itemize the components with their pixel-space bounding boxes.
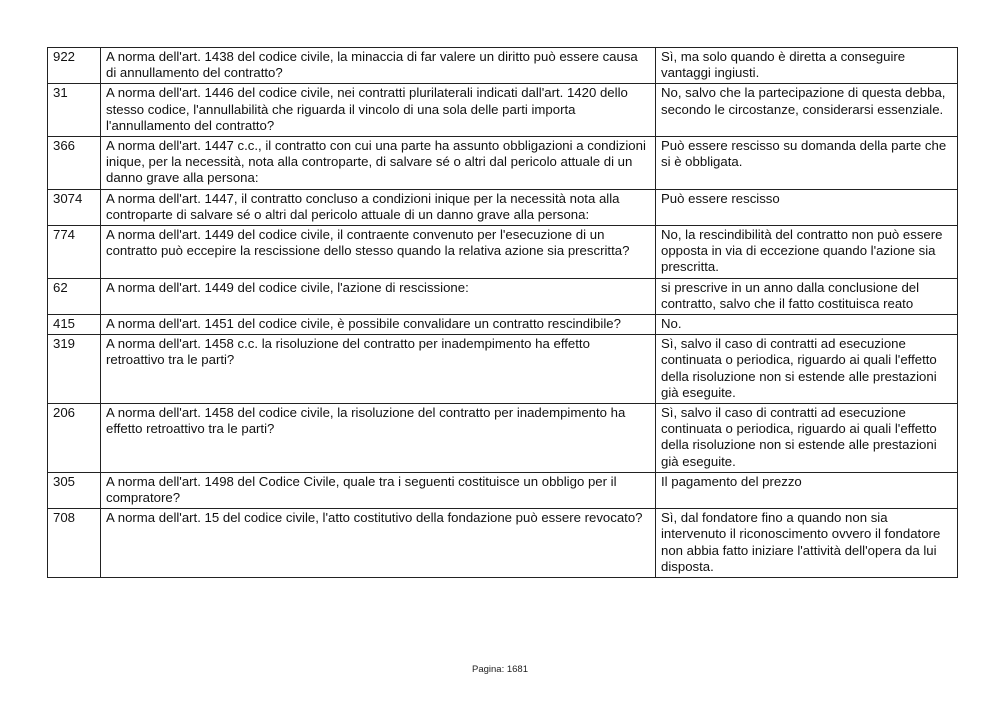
question-cell: A norma dell'art. 1447 c.c., il contratto con cui una parte ha assunto obbligazioni a condizioni inique, per la necessità, nota alla controparte, di salvare sé o altri dal pericolo attuale di un danno grave alla persona:: [101, 137, 656, 190]
question-id-cell: 774: [48, 226, 101, 279]
table-row: [48, 472, 958, 508]
question-cell: A norma dell'art. 15 del codice civile, l'atto costitutivo della fondazione può essere revocato?: [101, 509, 656, 578]
table-row: [48, 137, 958, 190]
table-row: [48, 404, 958, 473]
question-id-cell: 62: [48, 278, 101, 314]
answer-cell: No, salvo che la partecipazione di questa debba, secondo le circostanze, considerarsi essenziale.: [656, 84, 958, 137]
answer-cell: Sì, ma solo quando è diretta a conseguire vantaggi ingiusti.: [656, 48, 958, 84]
question-id-cell: 305: [48, 472, 101, 508]
question-id-cell: 206: [48, 404, 101, 473]
page-number: Pagina: 1681: [472, 664, 528, 675]
question-cell: A norma dell'art. 1447, il contratto concluso a condizioni inique per la necessità nota alla controparte di salvare sé o altri dal pericolo attuale di un danno grave alla persona:: [101, 189, 656, 225]
question-id-cell: 922: [48, 48, 101, 84]
question-id-cell: 319: [48, 335, 101, 404]
table-row: [48, 278, 958, 314]
table-row: [48, 48, 958, 84]
question-cell: A norma dell'art. 1449 del codice civile, l'azione di rescissione:: [101, 278, 656, 314]
question-id-cell: 31: [48, 84, 101, 137]
question-cell: A norma dell'art. 1451 del codice civile, è possibile convalidare un contratto rescindibile?: [101, 315, 656, 335]
table-row: [48, 335, 958, 404]
answer-cell: Sì, dal fondatore fino a quando non sia intervenuto il riconoscimento ovvero il fondatore non abbia fatto iniziare l'attività dell'opera da lui disposta.: [656, 509, 958, 578]
table-row: [48, 189, 958, 225]
question-cell: A norma dell'art. 1438 del codice civile, la minaccia di far valere un diritto può essere causa di annullamento del contratto?: [101, 48, 656, 84]
answer-cell: Sì, salvo il caso di contratti ad esecuzione continuata o periodica, riguardo ai quali l'effetto della risoluzione non si estende alle prestazioni già eseguite.: [656, 404, 958, 473]
answer-cell: Può essere rescisso: [656, 189, 958, 225]
answer-cell: No, la rescindibilità del contratto non può essere opposta in via di eccezione quando l'azione sia prescritta.: [656, 226, 958, 279]
qa-table: [47, 47, 958, 578]
answer-cell: No.: [656, 315, 958, 335]
question-id-cell: 3074: [48, 189, 101, 225]
question-cell: A norma dell'art. 1458 c.c. la risoluzione del contratto per inadempimento ha effetto retroattivo tra le parti?: [101, 335, 656, 404]
page-footer: [0, 664, 1000, 675]
question-cell: A norma dell'art. 1498 del Codice Civile, quale tra i seguenti costituisce un obbligo per il compratore?: [101, 472, 656, 508]
question-cell: A norma dell'art. 1446 del codice civile, nei contratti plurilaterali indicati dall'art. 1420 dello stesso codice, l'annullabilità che riguarda il vincolo di una sola delle parti importa l'annullamento del contratto?: [101, 84, 656, 137]
qa-table-body: [48, 48, 958, 578]
table-row: [48, 226, 958, 279]
table-row: [48, 315, 958, 335]
answer-cell: si prescrive in un anno dalla conclusione del contratto, salvo che il fatto costituisca reato: [656, 278, 958, 314]
question-cell: A norma dell'art. 1458 del codice civile, la risoluzione del contratto per inadempimento ha effetto retroattivo tra le parti?: [101, 404, 656, 473]
answer-cell: Può essere rescisso su domanda della parte che si è obbligata.: [656, 137, 958, 190]
table-row: [48, 509, 958, 578]
answer-cell: Il pagamento del prezzo: [656, 472, 958, 508]
question-id-cell: 415: [48, 315, 101, 335]
table-row: [48, 84, 958, 137]
question-id-cell: 366: [48, 137, 101, 190]
answer-cell: Sì, salvo il caso di contratti ad esecuzione continuata o periodica, riguardo ai quali l'effetto della risoluzione non si estende alle prestazioni già eseguite.: [656, 335, 958, 404]
question-cell: A norma dell'art. 1449 del codice civile, il contraente convenuto per l'esecuzione di un contratto può eccepire la rescissione dello stesso quando la relativa azione sia prescritta?: [101, 226, 656, 279]
question-id-cell: 708: [48, 509, 101, 578]
